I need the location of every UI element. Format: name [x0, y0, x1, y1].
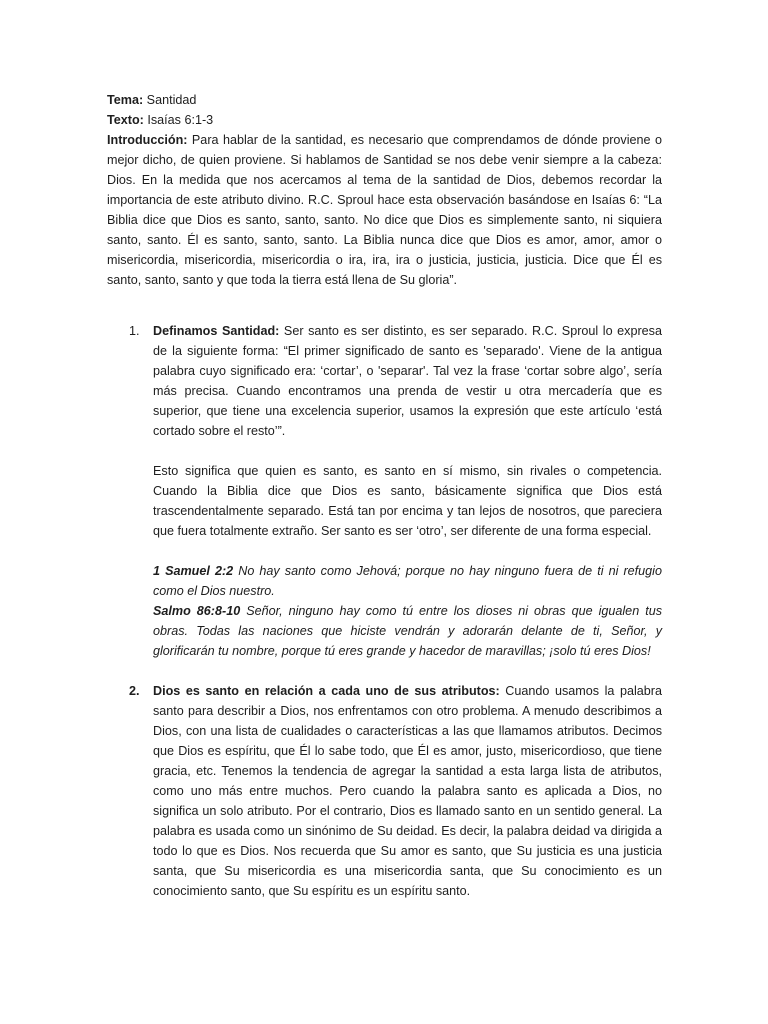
section-1-paragraph: [153, 321, 662, 441]
tema-label: Tema:: [107, 93, 144, 107]
document-page: [107, 90, 662, 901]
sections-list: [107, 321, 662, 901]
verse-1-text: No hay santo como Jehová; porque no hay ninguno fuera de ti ni refugio como el Dios nuestro.: [153, 564, 662, 598]
section-2-number: 2.: [129, 684, 140, 698]
section-1: [107, 321, 662, 661]
section-1-text: Ser santo es ser distinto, es ser separado. R.C. Sproul lo expresa de la siguiente forma: “El primer significado de santo es 'separado'. Viene de la antigua palabra cuyo significado era: ‘cortar’, o 'separar'. Tal vez la frase ‘cortar sobre algo’, sería más precisa. Cuando encontramos una prenda de vestir u otra mercadería que es superior, que tiene una excelencia superior, usamos la expresión que este artículo ‘está cortado sobre el resto’”.: [153, 324, 662, 438]
texto-value: Isaías 6:1-3: [143, 113, 214, 127]
section-1-title: Definamos Santidad:: [153, 324, 280, 338]
verse-2-ref: Salmo 86:8-10: [153, 604, 241, 618]
texto-label: Texto:: [107, 113, 144, 127]
section-2-text: Cuando usamos la palabra santo para describir a Dios, nos enfrentamos con otro problema. A menudo describimos a Dios, con una lista de cualidades o características a las que llamamos atributos. Decimos que Dios es espíritu, que Él lo sabe todo, que Él es amor, justo, misericordioso, que tiene gracia, etc. Tenemos la tendencia de agregar la santidad a esta larga lista de atributos, como uno más entre muchos. Pero cuando la palabra santo es aplicada a Dios, no significa un solo atributo. Por el contrario, Dios es llamado santo en un sentido general. La palabra es usada como un sinónimo de Su deidad. Es decir, la palabra deidad va dirigida a todo lo que es Dios. Nos recuerda que Su amor es santo, que Su justicia es una justicia santa, que Su misericordia es una misericordia santa, que Su conocimiento es un conocimiento santo, que Su espíritu es un espíritu santo.: [153, 684, 662, 898]
intro-paragraph: [107, 130, 662, 290]
verse-2-text: Señor, ninguno hay como tú entre los dioses ni obras que igualen tus obras. Todas las naciones que hiciste vendrán y adorarán delante de ti, Señor, y glorificarán tu nombre, porque tú eres grande y hacedor de maravillas; ¡solo tú eres Dios!: [153, 604, 662, 658]
section-2-paragraph: [153, 681, 662, 901]
texto-line: [107, 110, 662, 130]
tema-value: Santidad: [143, 93, 197, 107]
verse-1: [153, 561, 662, 601]
section-2-title: Dios es santo en relación a cada uno de sus atributos:: [153, 684, 500, 698]
tema-line: [107, 90, 662, 110]
verse-2: [153, 601, 662, 661]
intro-label: Introducción:: [107, 133, 188, 147]
verse-1-ref: 1 Samuel 2:2: [153, 564, 234, 578]
section-1-number: 1.: [129, 324, 140, 338]
section-2: [107, 681, 662, 901]
section-1-paragraph-2: Esto significa que quien es santo, es santo en sí mismo, sin rivales o competencia. Cuando la Biblia dice que Dios es santo, básicamente significa que Dios está trascendentalmente separado. Está tan por encima y tan lejos de nosotros, que pareciera que fuera totalmente extraño. Ser santo es ser ‘otro’, ser diferente de una forma especial.: [153, 464, 662, 538]
intro-text: Para hablar de la santidad, es necesario que comprendamos de dónde proviene o mejor dicho, de quien proviene. Si hablamos de Santidad se nos debe venir siempre a la cabeza: Dios. En la medida que nos acercamos al tema de la santidad de Dios, debemos recordar la importancia de este atributo divino. R.C. Sproul hace esta observación basándose en Isaías 6: “La Biblia dice que Dios es santo, santo, santo. No dice que Dios es simplemente santo, ni siquiera santo, santo. Él es santo, santo, santo. La Biblia nunca dice que Dios es amor, amor, amor o misericordia, misericordia, misericordia o ira, ira, ira o justicia, justicia, justicia. Dice que Él es santo, santo, santo y que toda la tierra está llena de Su gloria”.: [107, 133, 662, 287]
